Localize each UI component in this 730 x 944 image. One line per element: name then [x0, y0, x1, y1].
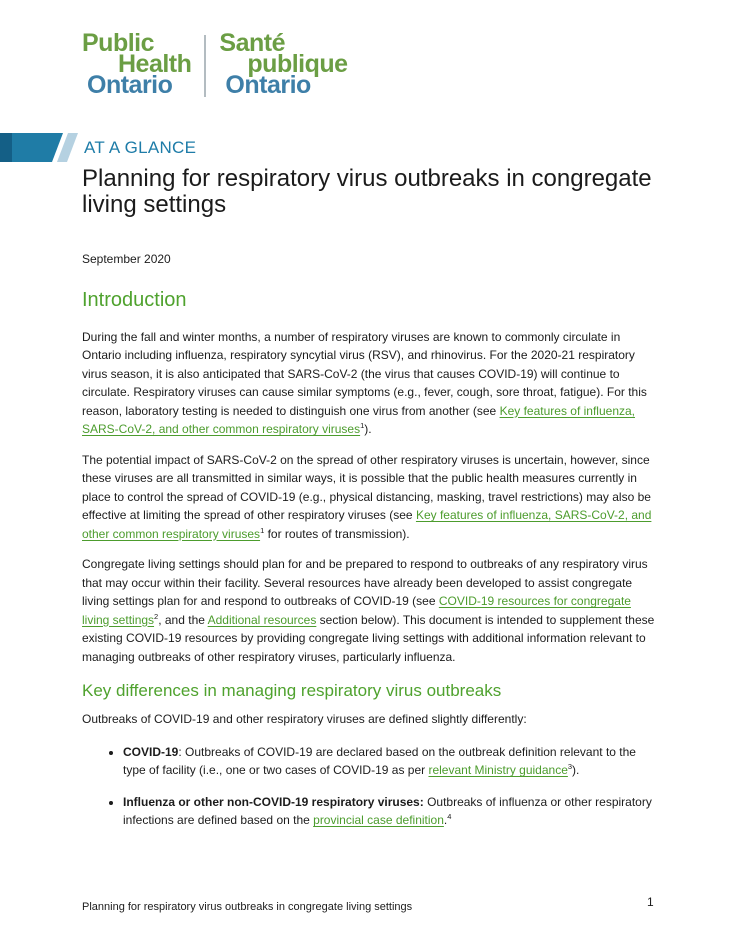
- body-text: section below). This document is intended to supplement these existing COVID-19 resources by providing congregate living settings with additional information relevant to managing outbreaks of other respiratory viruses, particularly influenza.: [82, 612, 655, 664]
- at-a-glance-label: AT A GLANCE: [84, 138, 197, 157]
- logo-divider: [204, 35, 206, 97]
- logo-line-sante: Santé: [219, 29, 285, 57]
- inline-text-link[interactable]: Key features of influenza, SARS-CoV-2, and other common respiratory viruses: [82, 403, 635, 436]
- body-text: ).: [572, 763, 580, 777]
- logo-line-public: Public: [82, 29, 155, 57]
- key-differences-intro: [82, 710, 660, 729]
- outbreak-definition-list: [82, 743, 660, 830]
- inline-text-link[interactable]: Key features of influenza, SARS-CoV-2, and other common respiratory viruses: [82, 508, 652, 541]
- section-key-differences: [82, 680, 660, 830]
- logo-line-ontario-fr: Ontario: [225, 71, 311, 99]
- inline-text-link[interactable]: COVID-19 resources for congregate living settings: [82, 594, 631, 627]
- body-text: .: [443, 813, 448, 827]
- body-text: , and the: [158, 612, 208, 627]
- body-text: Outbreaks of influenza or other respiratory infections are defined based on the: [123, 794, 652, 827]
- body-text: Outbreaks of COVID-19 and other respiratory viruses are defined slightly differently:: [82, 712, 527, 726]
- pho-logo-english: [82, 29, 192, 99]
- page-title: Planning for respiratory virus outbreaks in congregate living settings: [82, 165, 652, 218]
- intro-paragraph-2: [82, 451, 660, 544]
- body-text: The potential impact of SARS-CoV-2 on the spread of other respiratory viruses is uncertain, however, since these viruses are all transmitted in similar ways, it is possible that the public health measures currently in place to control the spread of COVID-19 (e.g., physical distancing, masking, travel restrictions) may also be effective at limiting the spread of other respiratory viruses (see: [82, 452, 651, 522]
- body-text: Congregate living settings should plan for and be prepared to respond to outbreaks of any respiratory virus that may occur within their facility. Several resources have already been developed to assist congregate living settings plan for and respond to outbreaks of COVID-19 (see: [82, 557, 648, 608]
- footnote-reference: 2: [154, 611, 159, 621]
- footer-document-title: Planning for respiratory virus outbreaks in congregate living settings: [82, 901, 413, 913]
- page-number: 1: [647, 895, 654, 909]
- pho-logo: [82, 29, 348, 99]
- publication-date: September 2020: [82, 252, 171, 266]
- logo-line-publique: publique: [247, 50, 348, 78]
- footnote-reference: 1: [260, 525, 265, 535]
- inline-text-link[interactable]: relevant Ministry guidance: [428, 763, 568, 777]
- body-text: : Outbreaks of COVID-19 are declared based on the outbreak definition relevant to the type of facility (i.e., one or two cases of COVID-19 as per: [123, 744, 636, 777]
- body-text: ).: [364, 422, 372, 436]
- introduction-heading: Introduction: [82, 288, 187, 311]
- intro-paragraph-1: [82, 328, 660, 439]
- main-content: [82, 250, 660, 843]
- pho-logo-french: [219, 29, 348, 99]
- list-item-influenza: [123, 793, 660, 830]
- key-differences-heading: Key differences in managing respiratory virus outbreaks: [82, 681, 502, 700]
- banner-ribbon-graphic: [0, 133, 80, 162]
- body-text: for routes of transmission).: [264, 526, 410, 541]
- footnote-reference: 4: [447, 812, 452, 821]
- bold-lead-text: Influenza or other non-COVID-19 respiratory viruses:: [123, 794, 424, 809]
- logo-line-health: Health: [118, 50, 192, 78]
- section-introduction: [82, 289, 660, 667]
- inline-text-link[interactable]: provincial case definition: [313, 813, 444, 827]
- at-a-glance-banner: [0, 133, 730, 162]
- inline-text-link[interactable]: Additional resources: [207, 612, 317, 627]
- bold-lead-text: COVID-19: [123, 744, 179, 759]
- intro-paragraph-3: [82, 555, 660, 666]
- footnote-reference: 3: [567, 762, 573, 771]
- logo-line-ontario-en: Ontario: [87, 71, 173, 99]
- body-text: During the fall and winter months, a number of respiratory viruses are known to commonly circulate in Ontario including influenza, respiratory syncytial virus (RSV), and rhinovirus. For the 2020-21 respiratory virus season, it is also anticipated that SARS-CoV-2 (the virus that causes COVID-19) will continue to circulate. Respiratory viruses can cause similar symptoms (e.g., fever, cough, sore throat, fatigue). For this reason, laboratory testing is needed to distinguish one virus from another (see: [82, 329, 647, 418]
- list-item-covid19: [123, 743, 660, 780]
- footnote-reference: 1: [360, 421, 365, 430]
